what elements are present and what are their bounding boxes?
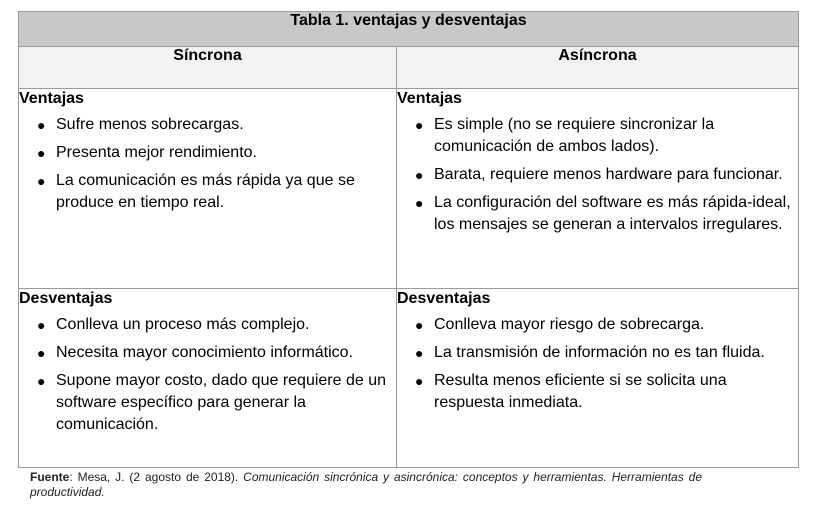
- list-item: [397, 314, 798, 336]
- column-header-asincrona: Asíncrona: [397, 47, 799, 89]
- bullet-list: [19, 314, 396, 436]
- bullet-icon: ●: [415, 195, 424, 211]
- cell-heading: Desventajas: [19, 290, 113, 307]
- list-item: [397, 370, 798, 414]
- sync-ventajas-cell: [19, 89, 397, 289]
- bullet-icon: ●: [37, 117, 46, 133]
- bullet-icon: ●: [37, 345, 46, 361]
- table-title: Tabla 1. ventajas y desventajas: [19, 12, 799, 47]
- bullet-icon: ●: [37, 173, 46, 189]
- bullet-icon: ●: [37, 373, 46, 389]
- list-item: [19, 342, 396, 364]
- bullet-icon: ●: [415, 345, 424, 361]
- list-item-text: Es simple (no se requiere sincronizar la comunicación de ambos lados).: [434, 116, 715, 155]
- list-item: [397, 114, 798, 158]
- list-item-text: Supone mayor costo, dado que requiere de un software específico para generar la comunicación.: [56, 372, 387, 433]
- list-item-text: La configuración del software es más rápida-ideal, los mensajes se generan a intervalos irregulares.: [434, 194, 791, 233]
- source-citation: [30, 470, 702, 500]
- list-item: [397, 164, 798, 186]
- source-title: Comunicación sincrónica y asincrónica: conceptos y herramientas. Herramientas de productividad.: [30, 470, 702, 499]
- async-ventajas-cell: [397, 89, 799, 289]
- bullet-list: [397, 314, 798, 414]
- list-item: [397, 342, 798, 364]
- bullet-icon: ●: [415, 373, 424, 389]
- list-item: [19, 370, 396, 436]
- bullet-list: [397, 114, 798, 236]
- list-item-text: Barata, requiere menos hardware para funcionar.: [434, 166, 783, 183]
- source-author: : Mesa, J. (2 agosto de 2018).: [69, 470, 244, 484]
- list-item-text: Presenta mejor rendimiento.: [56, 144, 257, 161]
- list-item-text: La comunicación es más rápida ya que se produce en tiempo real.: [56, 172, 355, 211]
- bullet-icon: ●: [415, 117, 424, 133]
- bullet-icon: ●: [37, 145, 46, 161]
- list-item-text: La transmisión de información no es tan fluida.: [434, 344, 765, 361]
- source-label: Fuente: [30, 470, 70, 484]
- list-item-text: Sufre menos sobrecargas.: [56, 116, 244, 133]
- list-item: [19, 170, 396, 214]
- list-item-text: Resulta menos eficiente si se solicita una respuesta inmediata.: [434, 372, 727, 411]
- comparison-table: [18, 11, 799, 468]
- sync-desventajas-cell: [19, 289, 397, 468]
- bullet-icon: ●: [415, 317, 424, 333]
- list-item-text: Conlleva mayor riesgo de sobrecarga.: [434, 316, 705, 333]
- async-desventajas-cell: [397, 289, 799, 468]
- list-item: [19, 314, 396, 336]
- list-item-text: Necesita mayor conocimiento informático.: [56, 344, 354, 361]
- cell-heading: Desventajas: [397, 290, 491, 307]
- bullet-icon: ●: [415, 167, 424, 183]
- list-item-text: Conlleva un proceso más complejo.: [56, 316, 310, 333]
- list-item: [19, 142, 396, 164]
- bullet-icon: ●: [37, 317, 46, 333]
- list-item: [397, 192, 798, 236]
- bullet-list: [19, 114, 396, 214]
- column-header-sincrona: Síncrona: [19, 47, 397, 89]
- list-item: [19, 114, 396, 136]
- cell-heading: Ventajas: [19, 90, 84, 107]
- cell-heading: Ventajas: [397, 90, 462, 107]
